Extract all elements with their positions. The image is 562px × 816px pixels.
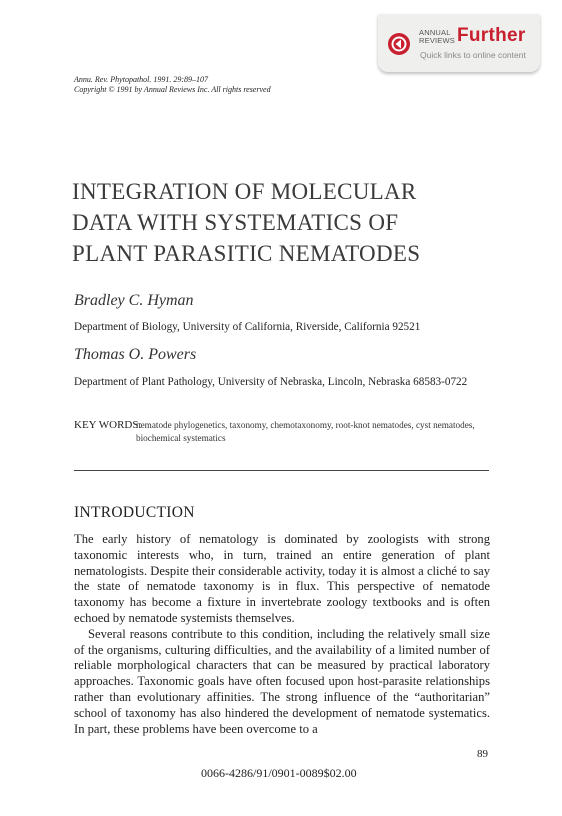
body-text [74, 532, 490, 737]
document-code: 0066-4286/91/0901-0089$02.00 [201, 766, 357, 780]
keywords-label: KEY WORDS: [74, 419, 142, 431]
publisher-name [419, 29, 455, 45]
publisher-line-2: REVIEWS [419, 36, 455, 45]
publisher-line-1: ANNUAL [419, 28, 451, 37]
citation-line-1: Annu. Rev. Phytopathol. 1991. 29:89–107 [74, 75, 209, 84]
page-number: 89 [477, 748, 488, 760]
author-affiliation-1: Department of Biology, University of California, Riverside, California 92521 [74, 321, 421, 333]
title-line-2: DATA WITH SYSTEMATICS OF [72, 210, 399, 235]
title-line-1: INTEGRATION OF MOLECULAR [72, 179, 417, 204]
citation-line-2: Copyright © 1991 by Annual Reviews Inc. All rights reserved [74, 85, 271, 94]
section-heading: INTRODUCTION [74, 504, 195, 521]
author-affiliation-2: Department of Plant Pathology, University of Nebraska, Lincoln, Nebraska 68583-0722 [74, 376, 468, 388]
paragraph-1: The early history of nematology is dominated by zoologists with strong taxonomic interests who, in turn, trained an entire generation of plant nematologists. Despite their considerable activity, today it is almost a cliché to say the state of nematode taxonomy is in flux. This perspective of nematode taxonomy has become a fixture in invertebrate zoology textbooks and is often echoed by nematode systemists themselves. [74, 532, 490, 625]
author-name-2: Thomas O. Powers [74, 346, 197, 363]
paragraph-2: Several reasons contribute to this condition, including the relatively small size of the organisms, culturing difficulties, and the availability of a limited number of reliable morphological characters that can be measured by practical laboratory approaches. Taxonomic goals have often focused upon host-parasite relationships rather than evolutionary affinities. The strong influence of the “authoritarian” school of taxonomy has also hindered the development of nematode systematics. In part, these problems have been overcome to a [74, 626, 490, 736]
banner-tagline: Quick links to online content [420, 50, 526, 60]
author-name-1: Bradley C. Hyman [74, 292, 194, 309]
journal-citation [74, 75, 271, 95]
title-line-3: PLANT PARASITIC NEMATODES [72, 241, 421, 266]
article-title [72, 176, 512, 269]
divider [74, 470, 489, 471]
annual-reviews-logo-icon [388, 33, 410, 55]
keywords-text: nematode phylogenetics, taxonomy, chemotaxonomy, root-knot nematodes, cyst nematodes, biochemical systematics [136, 420, 475, 443]
further-banner[interactable] [378, 14, 540, 72]
further-link[interactable]: Further [457, 25, 526, 46]
